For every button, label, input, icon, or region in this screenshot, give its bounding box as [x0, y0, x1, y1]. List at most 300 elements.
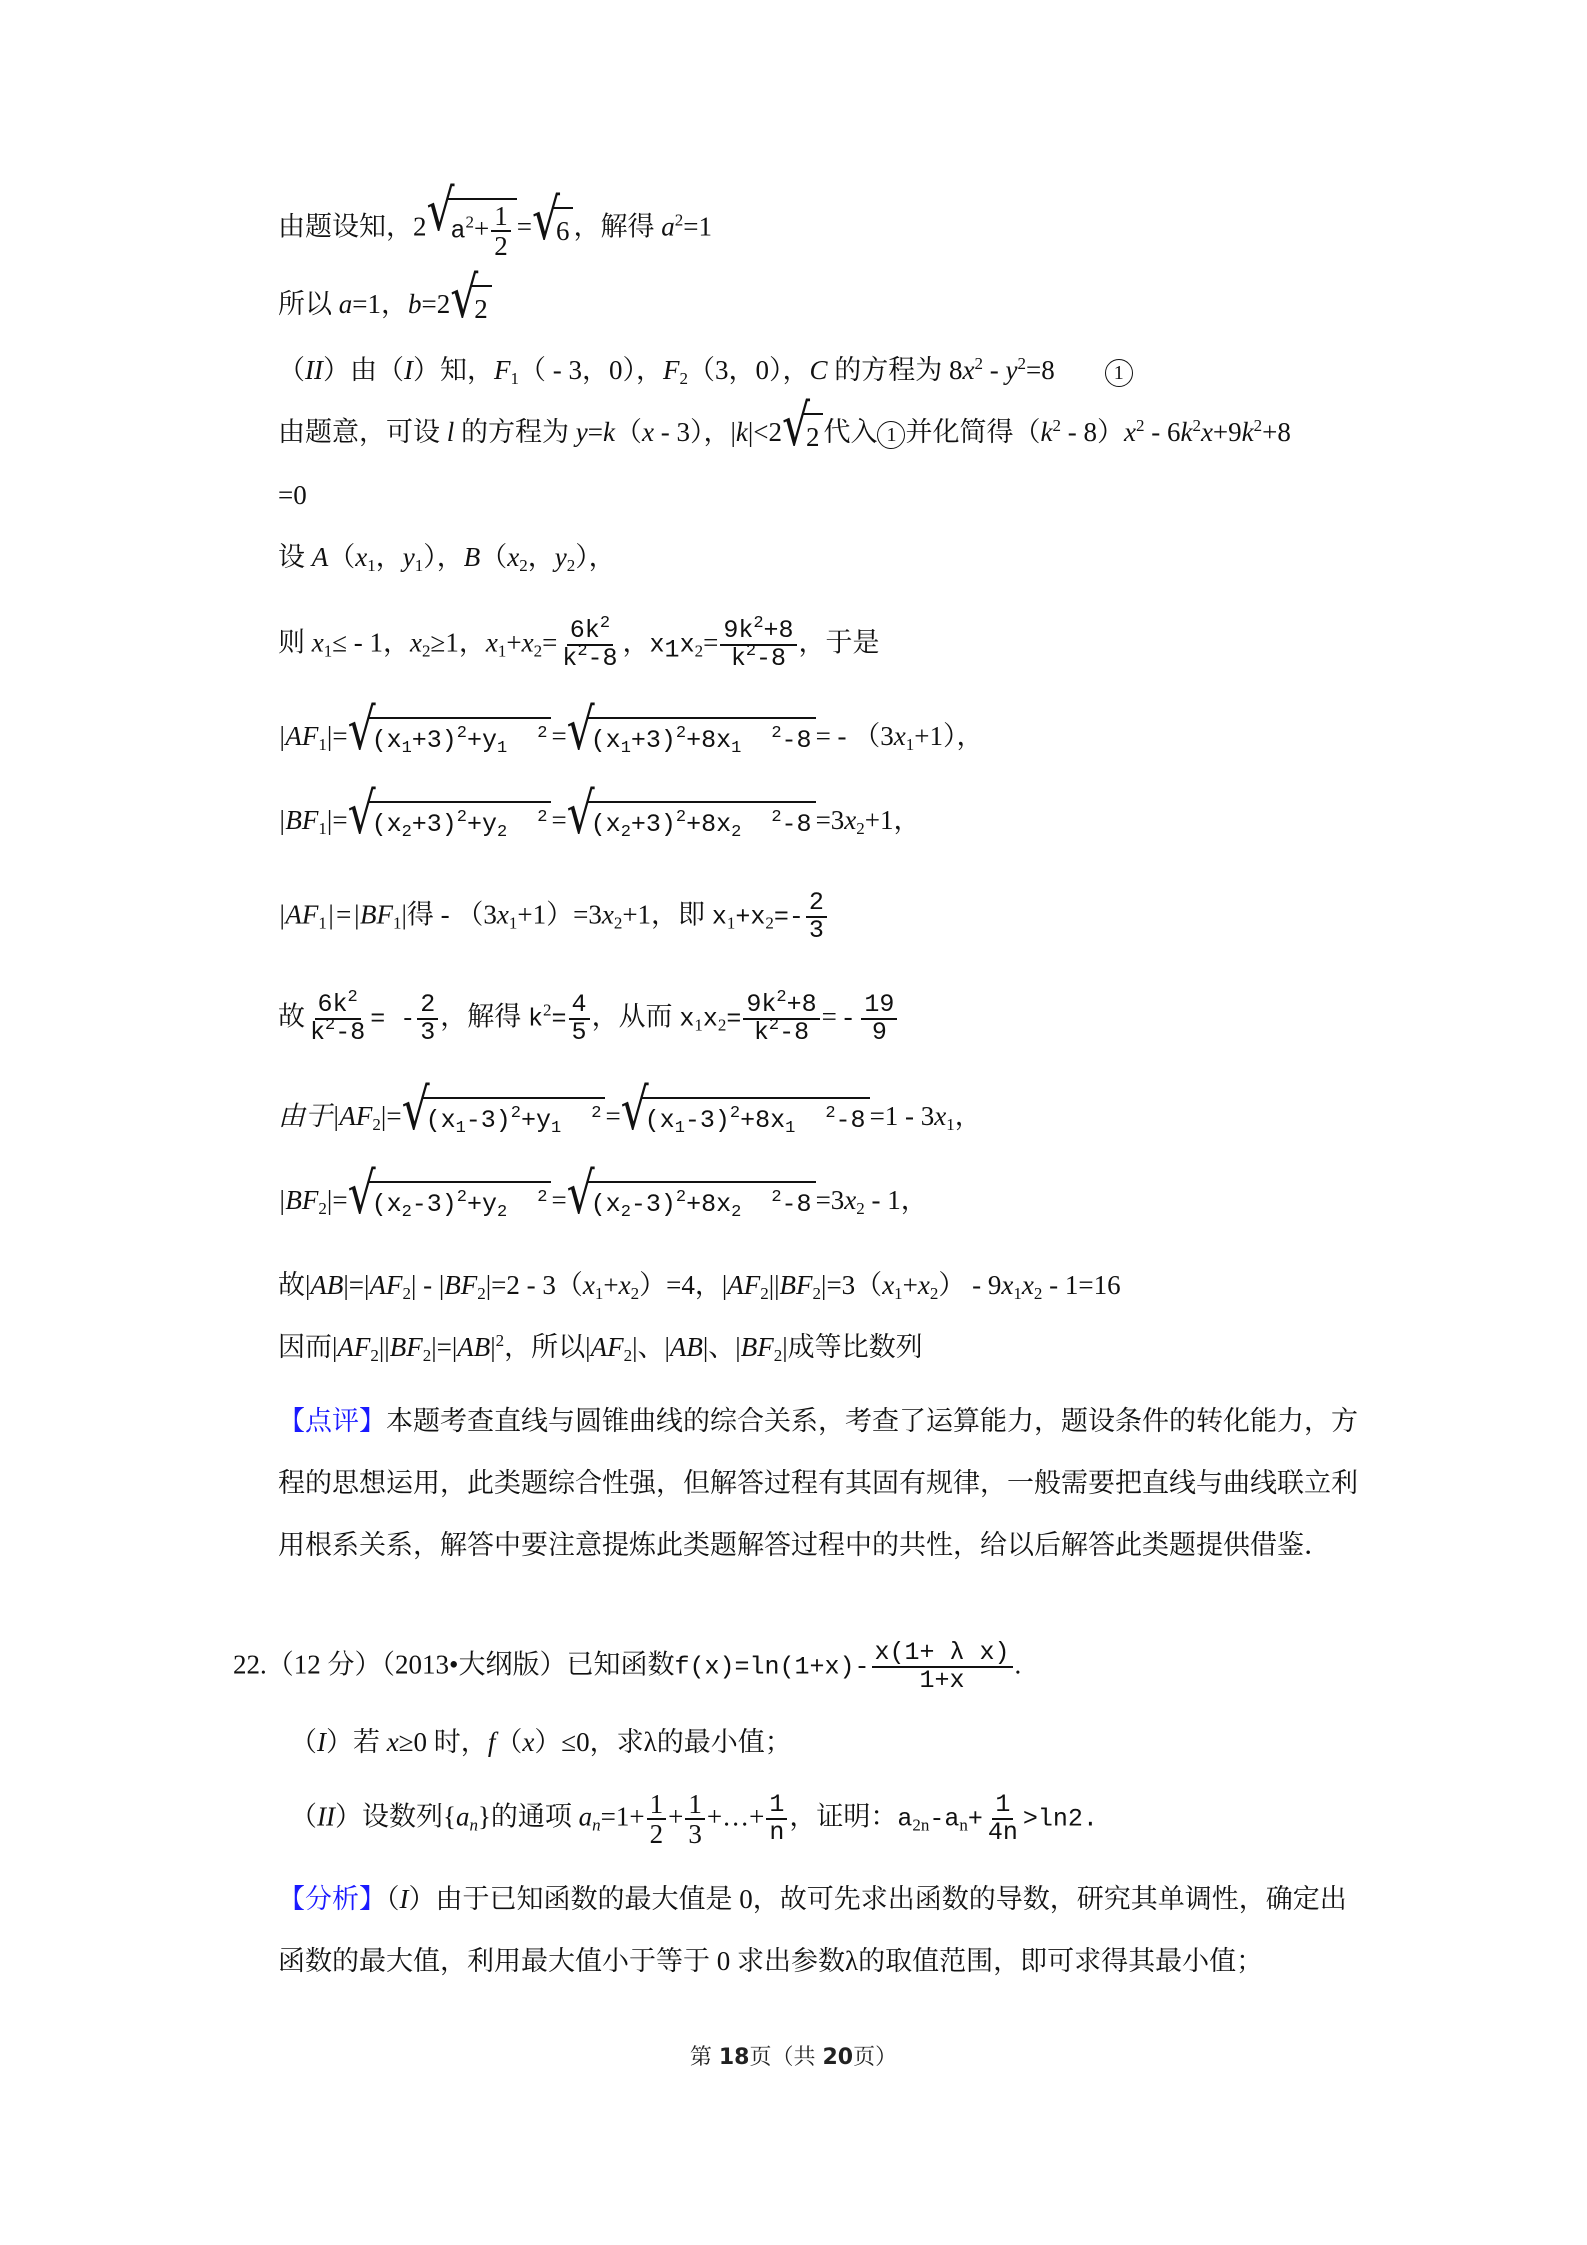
text: 2: [731, 822, 742, 842]
text: 2: [543, 1000, 552, 1020]
text: f: [487, 1727, 496, 1757]
text: AF: [727, 1270, 761, 1300]
fraction: [985, 1792, 1021, 1847]
text: 1: [785, 1118, 796, 1138]
text: 1: [491, 202, 511, 232]
text: =3: [815, 1185, 845, 1215]
text: +y: [467, 1189, 498, 1219]
fraction: [861, 992, 897, 1047]
text: =8: [1025, 355, 1055, 385]
question-22-part1: [290, 1722, 792, 1762]
text: +8x: [686, 1189, 732, 1219]
text: a: [897, 1804, 913, 1834]
text: =1，: [352, 289, 408, 319]
text: 2: [372, 1115, 381, 1134]
text: |=|BF: [326, 899, 393, 930]
text: }的通项: [477, 1801, 579, 1832]
text: +: [668, 1801, 684, 1832]
line-line-equation: [278, 412, 1291, 457]
text: 2: [679, 369, 688, 388]
text: x: [601, 899, 614, 930]
text: 故: [278, 1001, 305, 1032]
text: 代入: [823, 417, 878, 447]
text: 2: [694, 641, 704, 661]
text: (x: [590, 809, 621, 839]
text: +…+: [706, 1801, 765, 1832]
text: =: [703, 627, 719, 658]
text: -3): [465, 1105, 511, 1135]
text: 2: [422, 641, 431, 661]
text: x: [485, 627, 498, 658]
text: 因而|: [278, 1332, 338, 1362]
text: +: [967, 1804, 983, 1834]
text: 2: [760, 1284, 769, 1303]
comment-text: 本题考查直线与圆锥曲线的综合关系，考查了运算能力，题设条件的转化能力，方程的思想运用，此类题综合性强，但解答过程有其固有规律，一般需要把直线与曲线联立利用根系关系，解答中要注意提炼此类题解答过程中的共性，给以后解答此类题提供借鉴．: [278, 1406, 1358, 1560]
text: 1: [551, 1118, 562, 1138]
text: 2: [413, 211, 427, 242]
question-22-part2: [290, 1790, 1098, 1849]
text: 9: [871, 1018, 887, 1048]
question-score: （12 分）: [266, 1649, 382, 1680]
text: 2: [771, 807, 782, 827]
text: 1: [318, 819, 327, 838]
text: (x: [590, 1189, 621, 1219]
text: =: [542, 627, 558, 658]
text: I: [399, 1884, 409, 1914]
text: B: [463, 542, 481, 572]
text: 4n: [987, 1818, 1018, 1848]
line-a-b-values: [278, 284, 492, 329]
text: a: [455, 1801, 470, 1832]
text: x: [962, 355, 975, 385]
sqrt-expression: [569, 717, 816, 761]
text: ）: [408, 1884, 436, 1914]
text: 1: [323, 641, 333, 661]
text: x: [410, 627, 423, 658]
text: =: [551, 805, 567, 835]
text: 1: [497, 738, 508, 758]
text: ||: [378, 1332, 390, 1362]
text: 1: [508, 913, 518, 933]
text: 19: [861, 992, 897, 1020]
text: 1: [594, 1284, 604, 1303]
line-part2-foci: [278, 350, 1133, 390]
text: n: [469, 1815, 478, 1835]
text: ）知，: [412, 355, 494, 385]
text: =0: [278, 480, 307, 510]
text: （: [290, 1727, 317, 1757]
text: ≥1，: [430, 627, 486, 658]
text: +1），: [914, 721, 984, 751]
analysis-tag: 【分析】: [278, 1884, 386, 1914]
text: AB: [457, 1332, 491, 1362]
text: 1: [894, 1284, 903, 1303]
comment-tag: 【点评】: [278, 1406, 386, 1436]
line-geometric-sequence: [278, 1327, 923, 1367]
text: ≥0 时，: [398, 1727, 488, 1757]
text: |、|: [632, 1332, 670, 1362]
text: （: [495, 1727, 523, 1757]
text: ）由（: [322, 355, 404, 385]
text: ） - 9: [938, 1270, 1002, 1300]
text: x: [496, 899, 509, 930]
text: +8: [786, 990, 817, 1019]
text: ，所以|: [504, 1332, 591, 1362]
text: AF: [590, 1332, 624, 1362]
text: +3): [630, 809, 676, 839]
text: 2: [630, 1284, 640, 1303]
text: 1: [318, 735, 327, 754]
text: (x: [371, 809, 402, 839]
text: 2: [856, 819, 865, 838]
text: ||: [768, 1270, 780, 1300]
line-ab-length: [278, 1265, 1121, 1305]
text: k: [602, 417, 615, 447]
text: k: [562, 644, 578, 674]
text: +3): [411, 725, 457, 755]
text: （: [614, 417, 642, 447]
text: -3): [684, 1105, 730, 1135]
text: -8: [779, 1018, 810, 1048]
question-22-header: [233, 1640, 1021, 1695]
text: |=: [326, 805, 348, 835]
text: 2: [1192, 416, 1201, 435]
text: 6k: [569, 616, 600, 645]
text: k: [1180, 417, 1193, 447]
text: n: [769, 1818, 785, 1848]
text: x: [750, 902, 766, 932]
text: y: [575, 417, 588, 447]
text: 设: [278, 542, 312, 572]
text: = -: [821, 1001, 860, 1032]
text: 2: [717, 1015, 727, 1035]
text: >ln2.: [1022, 1804, 1098, 1834]
text: 2: [422, 1346, 432, 1365]
function-expression: f(x)=ln(1+x)-: [674, 1652, 870, 1682]
text: 1: [392, 913, 402, 933]
text: k: [735, 417, 748, 447]
text: b: [407, 289, 422, 319]
text: |=: [326, 1185, 348, 1215]
text: 页（共: [749, 2045, 823, 2070]
text: 2: [1052, 416, 1061, 435]
text: 的方程为 8: [827, 355, 963, 385]
text: x: [679, 1004, 695, 1034]
total-pages: 20: [822, 2045, 854, 2070]
text: 1: [766, 1792, 787, 1820]
text: -3): [411, 1189, 457, 1219]
text: x: [1001, 1270, 1014, 1300]
text: (x: [371, 725, 402, 755]
text: 2: [1033, 1284, 1043, 1303]
text: k: [310, 1018, 326, 1048]
text: -8: [335, 1018, 366, 1048]
text: k: [528, 1004, 544, 1034]
text: 2: [731, 1202, 742, 1222]
page-footer: [0, 2040, 1587, 2071]
text: x: [618, 1270, 631, 1300]
text: 已知函数: [566, 1649, 675, 1680]
text: 2: [825, 1103, 836, 1123]
text: |=2 - 3（: [485, 1270, 583, 1300]
question-number: 22.: [233, 1649, 267, 1680]
text: AF: [337, 1332, 371, 1362]
text: ，: [622, 627, 650, 658]
text: 2: [773, 1346, 783, 1365]
text: 1: [455, 1118, 466, 1138]
sqrt-expression: [404, 1097, 606, 1141]
text: 故|: [278, 1270, 311, 1300]
sqrt-two: [452, 285, 492, 329]
text: 2: [599, 614, 611, 633]
text: +: [474, 213, 490, 244]
text: 2: [470, 285, 492, 329]
fraction: [569, 992, 590, 1047]
line-given-condition: [278, 198, 712, 261]
text: AB: [669, 1332, 703, 1362]
text: 3: [420, 1018, 436, 1048]
text: 并化简得（: [905, 417, 1041, 447]
text: （3，0），: [687, 355, 810, 385]
text: | - |: [410, 1270, 445, 1300]
text: 2: [401, 1202, 412, 1222]
text: a: [578, 1801, 593, 1832]
text: x: [844, 805, 857, 835]
text: +: [506, 627, 522, 658]
text: ）若: [326, 1727, 387, 1757]
text: =: [516, 211, 532, 242]
text: x: [702, 1004, 718, 1034]
line-set-points: [278, 537, 616, 577]
text: 2: [974, 354, 983, 373]
fraction: [559, 614, 620, 674]
fraction: [647, 1790, 667, 1849]
text: x: [711, 902, 727, 932]
text: |、|: [702, 1332, 741, 1362]
text: ）=4，|: [639, 1270, 728, 1300]
text: ，解得: [440, 1001, 529, 1032]
text: ≤ - 1，: [332, 627, 411, 658]
text: x: [893, 721, 906, 751]
text: |=|: [343, 1270, 370, 1300]
text: 2: [497, 822, 508, 842]
text: 2: [675, 723, 687, 743]
page-number: 18: [718, 2045, 750, 2070]
text: +8x: [686, 809, 732, 839]
text: - 1=16: [1042, 1270, 1121, 1300]
text: =: [551, 1004, 567, 1034]
text: a: [450, 216, 466, 246]
sqrt-expression: [429, 198, 517, 261]
sqrt-expression: [350, 717, 552, 761]
fraction: [743, 988, 819, 1048]
text: +8x: [740, 1105, 786, 1135]
text: 2: [620, 822, 631, 842]
text: 2: [417, 992, 438, 1020]
text: .: [1014, 1649, 1022, 1680]
text: x: [917, 1270, 930, 1300]
text: 2: [674, 210, 684, 230]
text: x(1+ λ x): [872, 1640, 1013, 1668]
text: 2: [519, 556, 528, 575]
text: +3): [630, 725, 676, 755]
text: x: [679, 630, 695, 660]
text: 2: [591, 1103, 602, 1123]
text: 2: [497, 1202, 508, 1222]
text: x: [386, 1727, 399, 1757]
text: +1，即: [622, 899, 712, 930]
text: - 8）: [1060, 417, 1124, 447]
text: 2: [765, 913, 774, 933]
text: 2: [537, 723, 548, 743]
sqrt-expression: [569, 801, 816, 845]
text: - 1，: [864, 1185, 928, 1215]
text: 1: [946, 1115, 955, 1134]
line-bf1: [278, 800, 921, 845]
text: |BF: [278, 1185, 319, 1215]
text: 2: [753, 614, 764, 633]
text: 1: [1013, 1284, 1022, 1303]
text: 2: [806, 890, 827, 918]
text: 1: [414, 556, 424, 575]
text: （ - 3，0），: [518, 355, 663, 385]
text: x: [1021, 1270, 1034, 1300]
text: +1，: [864, 805, 921, 835]
text: C: [809, 355, 828, 385]
comment-paragraph: [278, 1390, 1358, 1576]
text: 1: [694, 1015, 703, 1035]
text: 2: [1253, 416, 1263, 435]
text: ），: [423, 542, 464, 572]
text: BF: [389, 1332, 423, 1362]
text: ，解得: [573, 211, 662, 242]
text: -8: [756, 644, 787, 674]
text: A: [311, 542, 329, 572]
text: 2: [771, 723, 782, 743]
text: = -: [370, 1004, 416, 1034]
text: +: [735, 902, 751, 932]
text: - 6: [1144, 417, 1181, 447]
text: 2: [620, 1202, 631, 1222]
text: |得 - （3: [401, 899, 497, 930]
text: 2: [577, 642, 588, 662]
text: 1: [905, 735, 915, 754]
text: 2: [802, 413, 824, 457]
text: 1: [685, 1790, 705, 1820]
text: |成等比数列: [782, 1332, 923, 1362]
text: 1: [318, 913, 327, 933]
circled-number: 1: [1105, 359, 1133, 387]
text: x: [311, 627, 324, 658]
text: 2: [533, 641, 543, 661]
text: ，证明：: [789, 1801, 898, 1832]
line-af1: [278, 716, 984, 761]
sqrt-expression: [623, 1097, 870, 1141]
text: -3): [630, 1189, 676, 1219]
text: 5: [571, 1018, 587, 1048]
fraction: [307, 988, 368, 1048]
text: （: [480, 542, 508, 572]
text: (x: [371, 1189, 402, 1219]
text: +8x: [686, 725, 732, 755]
line-equals-zero: [278, 475, 307, 515]
text: =: [551, 1185, 567, 1215]
text: =3: [815, 805, 845, 835]
text: 1: [497, 641, 507, 661]
text: - 3），|: [653, 417, 736, 447]
text: -a: [929, 1804, 960, 1834]
fraction: [720, 614, 796, 674]
text: 2: [510, 1103, 521, 1123]
text: 2: [729, 1103, 741, 1123]
text: =1+: [600, 1801, 645, 1832]
text: x: [582, 1270, 595, 1300]
text: 2: [402, 1284, 411, 1303]
line-af2: [278, 1096, 982, 1141]
text: =-: [773, 902, 804, 932]
text: II: [305, 355, 323, 385]
text: a: [661, 211, 675, 242]
text: +8: [763, 616, 794, 645]
text: =: [726, 1004, 742, 1034]
text: (x: [425, 1105, 456, 1135]
text: |<2: [747, 417, 782, 447]
text: （: [278, 355, 305, 385]
analysis-text: 由于已知函数的最大值是 0，故可先求出函数的导数，研究其单调性，确定: [435, 1884, 1320, 1914]
text: ），: [575, 542, 616, 572]
text: F: [662, 355, 680, 385]
text: 2: [318, 1199, 327, 1218]
text: 2: [675, 807, 687, 827]
text: 1: [367, 556, 376, 575]
text: 3: [808, 916, 824, 946]
fraction: [685, 1790, 705, 1849]
text: I: [403, 355, 413, 385]
text: （: [290, 1801, 317, 1832]
text: =1 - 3: [869, 1101, 935, 1131]
text: 由题设知，: [278, 211, 413, 242]
text: ）设数列{: [334, 1801, 456, 1832]
text: 由于|AF: [278, 1101, 373, 1131]
text: x: [522, 1727, 535, 1757]
text: x: [649, 630, 665, 660]
text: n: [959, 1815, 968, 1835]
text: 1: [992, 1792, 1013, 1820]
text: =2: [421, 289, 451, 319]
text: ，从而: [591, 1001, 680, 1032]
text: 9k: [723, 616, 754, 645]
text: 2: [776, 988, 787, 1007]
analysis-text: 出函数的最大值，利用最大值小于等于 0 求出参数λ的取值范围，即可求得其最小值；: [278, 1884, 1347, 1976]
text: |AF: [278, 899, 319, 930]
text: |=|: [431, 1332, 458, 1362]
text: +y: [521, 1105, 552, 1135]
text: 3: [688, 1819, 702, 1850]
text: 2: [649, 1819, 664, 1850]
text: k: [1040, 417, 1053, 447]
text: 2: [812, 1284, 822, 1303]
text: 6: [552, 207, 574, 251]
text: 6k: [317, 990, 348, 1019]
text: x: [355, 542, 368, 572]
text: ，: [954, 1101, 982, 1131]
text: x: [882, 1270, 895, 1300]
text: 所以: [278, 289, 339, 319]
line-af1-eq-bf1: [278, 890, 829, 945]
text: =: [551, 721, 567, 751]
text: 1: [664, 635, 680, 665]
line-solve-k: [278, 988, 899, 1048]
